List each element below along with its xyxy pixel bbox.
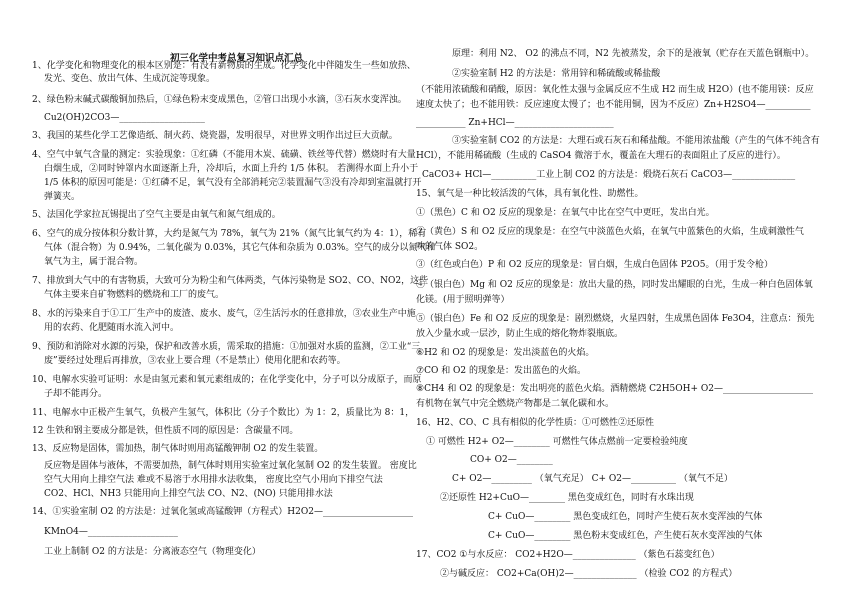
text-line: ___________ Zn+HCl—______________________ [416, 118, 614, 128]
text-line: 16、H2、CO、C 具有相似的化学性质：①可燃性②还原性 [416, 418, 655, 428]
text-line: ③实验室制 CO2 的方法是：大理石或石灰石和稀盐酸。不能用浓盐酸（产生的气体不纯含有 [452, 136, 820, 146]
text-line: 用的农药、化肥随雨水流入河中。 [44, 323, 180, 333]
text-line: 白烟生成，②同时钟罩内水面逐渐上升，冷却后，水面上升约 1/5 体积。 若测得水面上升小于 [44, 164, 419, 174]
text-line: ②与碱反应： CO2+Ca(OH)2—______________ （检验 CO2 的方程式） [440, 569, 738, 579]
text-line: ⑤（银白色）Fe 和 O2 反应的现象是：剧烈燃烧，火星四射，生成黑色固体 Fe3O4，注意点：预先 [416, 314, 815, 324]
text-line: 气体（混合物）为 0.94%，二氧化碳为 0.03%，其它气体和杂质为 0.03%。空气的成分以氮气和 [44, 243, 436, 253]
text-line: ③（红色或白色）P 和 O2 反应的现象是：冒白烟，生成白色固体 P2O5。（用于发令枪） [416, 260, 773, 270]
text-line: 工业上制制 O2 的方法是：分离液态空气（物理变化） [44, 547, 261, 557]
text-line: 空气大用向上排空气法 难或不易溶于水用排水法收集， 密度比空气小用向下排空气法 [44, 475, 383, 485]
text-line: 17、CO2 ①与水反应： CO2+H2O—______________ （紫色石蕊变红色） [416, 550, 720, 560]
text-line: 11、电解水中正极产生氧气，负极产生氢气，体积比（分子个数比）为 1：2，质量比为 8：1， [32, 408, 415, 418]
page-title: 初三化学中考总复习知识点汇总 [170, 53, 304, 64]
text-line: 3、我国的某些化学工艺像造纸、制火药、烧瓷器，发明很早，对世界文明作出过巨大贡献。 [32, 131, 398, 141]
text-line: 15、氧气是一种比较活泼的气体，具有氧化性、助燃性。 [416, 189, 644, 199]
text-line: C+ CuO—________ 黑色变成红色，同时产生使石灰水变浑浊的气体 [488, 512, 763, 522]
text-line: KMnO4—____________________ [44, 527, 178, 537]
text-line: 14、①实验室制 O2 的方法是：过氧化氢或高锰酸钾（方程式）H2O2—____________________ [32, 507, 413, 517]
text-line: ⑦CO 和 O2 的现象是：发出蓝色的火焰。 [416, 366, 587, 376]
text-line: 氧气为主，属于混合物。 [44, 257, 144, 267]
text-line: CaCO3+ HCl—__________工业上制 CO2 的方法是：煅烧石灰石 CaCO3—______________ [422, 170, 796, 180]
text-line: HCl），不能用稀硫酸（生成的 CaSO4 微溶于水，覆盖在大理石的表面阻止了反应的进行）。 [416, 151, 786, 161]
text-line: ④（银白色）Mg 和 O2 反应的现象是：放出大量的热，同时发出耀眼的白光，生成一种白色固体氧 [416, 280, 813, 290]
text-line: 速度太快了；也不能用铁：反应速度太慢了；也不能用铜，因为不反应）Zn+H2SO4—__________ [416, 100, 811, 110]
text-line: 1、化学变化和物理变化的根本区别是：有没有新物质的生成。化学变化中伴随发生一些如放热、 [32, 61, 416, 71]
text-line: 6、空气的成分按体积分数计算，大约是氮气为 78%，氧气为 21%（氮气比氧气约为 4：1），稀有 [32, 229, 427, 239]
text-line: 8、水的污染来自于①工厂生产中的废渣、废水、废气，②生活污水的任意排放，③农业生产中施 [32, 309, 416, 319]
text-line: 7、排放到大气中的有害物质，大致可分为粉尘和气体两类，气体污染物是 SO2、CO、NO2，这些 [32, 276, 429, 286]
text-line: 子却不能再分。 [44, 389, 108, 399]
text-line: 有机物在氧气中完全燃烧产物都是二氧化碳和水。 [416, 399, 615, 409]
text-line: 味的气体 SO2。 [416, 242, 484, 252]
text-line: 废”要经过处理后再排放，③农业上要合理（不是禁止）使用化肥和农药等。 [44, 356, 346, 366]
text-line: ②还原性 H2+CuO—________ 黑色变成红色，同时有水珠出现 [440, 493, 694, 503]
text-line: 气体主要来自矿物燃料的燃烧和工厂的废气。 [44, 290, 225, 300]
text-line: 12 生铁和钢主要成分都是铁，但性质不同的原因是：含碳量不同。 [32, 426, 299, 436]
text-line: C+ O2—_________ （氧气充足） C+ O2—__________ （氧气不足） [452, 474, 733, 484]
text-line: 13、反应物是固体，需加热，制气体时则用高锰酸钾制 O2 的发生装置。 [32, 444, 324, 454]
text-line: 9、预防和消除对水源的污染，保护和改善水质，需采取的措施：①加强对水质的监测，②工业“三 [32, 342, 421, 352]
text-line: ⑧CH4 和 O2 的现象是：发出明亮的蓝色火焰。酒精燃烧 C2H5OH+ O2—____________________ [416, 384, 813, 394]
text-line: 4、空气中氧气含量的测定：实验现象：①红磷（不能用木炭、硫磺、铁丝等代替）燃烧时有大量 [32, 150, 416, 160]
text-line: CO2、HCl、NH3 只能用向上排空气法 CO、N2、(NO) 只能用排水法 [44, 489, 333, 499]
text-line: ① 可燃性 H2+ O2—________ 可燃性气体点燃前一定要检验纯度 [426, 437, 688, 447]
text-line: ⑥H2 和 O2 的现象是：发出淡蓝色的火焰。 [416, 348, 595, 358]
text-line: ①（黑色）C 和 O2 反应的现象是：在氧气中比在空气中更旺，发出白光。 [416, 208, 715, 218]
text-line: 10、电解水实验可证明：水是由氢元素和氧元素组成的；在化学变化中，分子可以分成原子，而原 [32, 375, 422, 385]
text-line: 放入少量水或一层沙，防止生成的熔化物炸裂瓶底。 [416, 329, 624, 339]
text-line: 原理：利用 N2、 O2 的沸点不同，N2 先被蒸发，余下的是液氧（贮存在天蓝色钢瓶中）。 [452, 49, 815, 59]
text-line: 2、绿色粉末碱式碳酸铜加热后，①绿色粉末变成黑色，②管口出现小水滴，③石灰水变浑浊。 [32, 95, 407, 105]
text-line: 5、法国化学家拉瓦锡提出了空气主要是由氧气和氮气组成的。 [32, 210, 281, 220]
text-line: C+ CuO—________ 黑色粉末变成红色，产生使石灰水变浑浊的气体 [488, 531, 763, 541]
text-line: Cu2(OH)2CO3—___________________ [44, 113, 205, 123]
text-line: ②（黄色）S 和 O2 反应的现象是：在空气中淡蓝色火焰，在氧气中蓝紫色的火焰，生成刺激性气 [416, 227, 804, 237]
text-line: 反应物是固体与液体，不需要加热，制气体时则用实验室过氧化氢制 O2 的发生装置。 密度比 [44, 461, 417, 471]
text-line: 弹簧夹。 [44, 192, 81, 202]
text-line: （不能用浓硫酸和硝酸，原因：氧化性太强与金属反应不生成 H2 而生成 H2O）(也不能用镁：反应 [416, 85, 814, 95]
text-line: 发光、变色、放出气体、生成沉淀等现象。 [44, 74, 216, 84]
text-line: 化镁。(用于照明弹等） [416, 295, 510, 305]
text-line: CO+ O2—________ [470, 455, 553, 465]
text-line: ②实验室制 H2 的方法是：常用锌和稀硫酸或稀盐酸 [452, 69, 661, 79]
text-line: 1/5 体积的原因可能是：①红磷不足，氧气没有全部消耗完②装置漏气③没有冷却到室温就打开 [44, 178, 422, 188]
